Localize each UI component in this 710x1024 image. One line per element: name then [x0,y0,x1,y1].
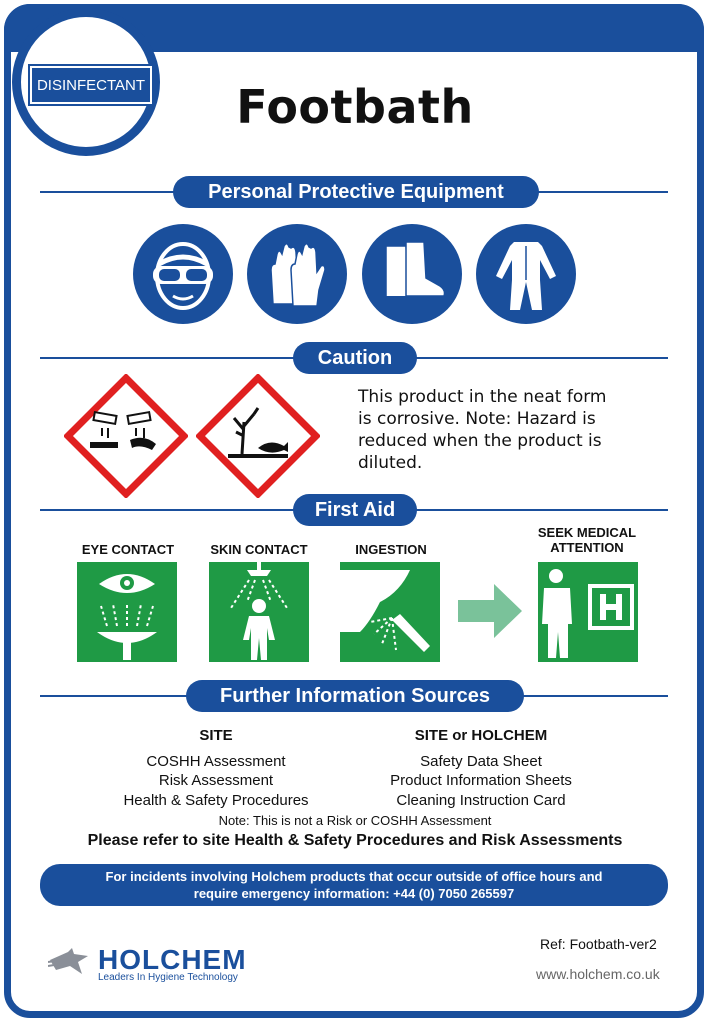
environment-hazard-icon [196,374,320,498]
eye-contact-label: EYE CONTACT [81,542,175,557]
list-item: Cleaning Instruction Card [396,791,566,809]
seek-medical-line2: ATTENTION [550,540,624,555]
safety-shower-icon [209,562,309,662]
emergency-banner [40,864,668,906]
list-item: Safety Data Sheet [420,752,542,770]
brand-tagline: Leaders In Hygiene Technology [98,972,238,983]
site-heading: SITE [199,727,233,744]
refer-statement: Please refer to site Health & Safety Procedures and Risk Assessments [87,832,623,849]
site-or-holchem-heading: SITE or HOLCHEM [414,727,548,744]
goggles-icon [133,224,233,324]
medical-attention-icon [538,562,638,662]
boots-icon [362,224,462,324]
brand-name: HOLCHEM [98,944,247,975]
ppe-heading: Personal Protective Equipment [173,176,539,208]
ingestion-label: INGESTION [355,542,427,557]
list-item: Risk Assessment [158,772,274,789]
further-info-heading: Further Information Sources [186,680,524,712]
seek-medical-line1: SEEK MEDICAL [537,525,637,540]
assessment-note: Note: This is not a Risk or COSHH Assessment [218,813,492,828]
document-ref: Ref: Footbath-ver2 [540,936,657,952]
list-item: COSHH Assessment [146,752,286,770]
caution-text: This product in the neat form is corrosive. Note: Hazard is reduced when the product is diluted. [358,387,607,473]
list-item: Health & Safety Procedures [123,791,309,809]
first-aid-heading: First Aid [293,494,417,526]
gloves-icon [247,224,347,324]
page-title: Footbath [236,80,474,134]
site-column [96,726,336,810]
arrow-right-icon [458,584,522,638]
category-label: DISINFECTANT [30,66,152,104]
caution-heading: Caution [293,342,417,374]
website-link[interactable]: www.holchem.co.uk [536,966,660,982]
eyewash-icon [77,562,177,662]
holchem-logo-icon [48,944,94,978]
list-item: Product Information Sheets [390,772,572,789]
site-or-holchem-column [366,726,596,810]
emergency-line2: require emergency information: +44 (0) 7050 265597 [193,886,515,901]
skin-contact-label: SKIN CONTACT [210,542,308,557]
mouth-rinse-icon [340,562,440,662]
emergency-line1: For incidents involving Holchem products that occur outside of office hours and [105,869,603,884]
overalls-icon [476,224,576,324]
seek-medical-label [520,525,654,555]
corrosive-icon [64,374,188,498]
